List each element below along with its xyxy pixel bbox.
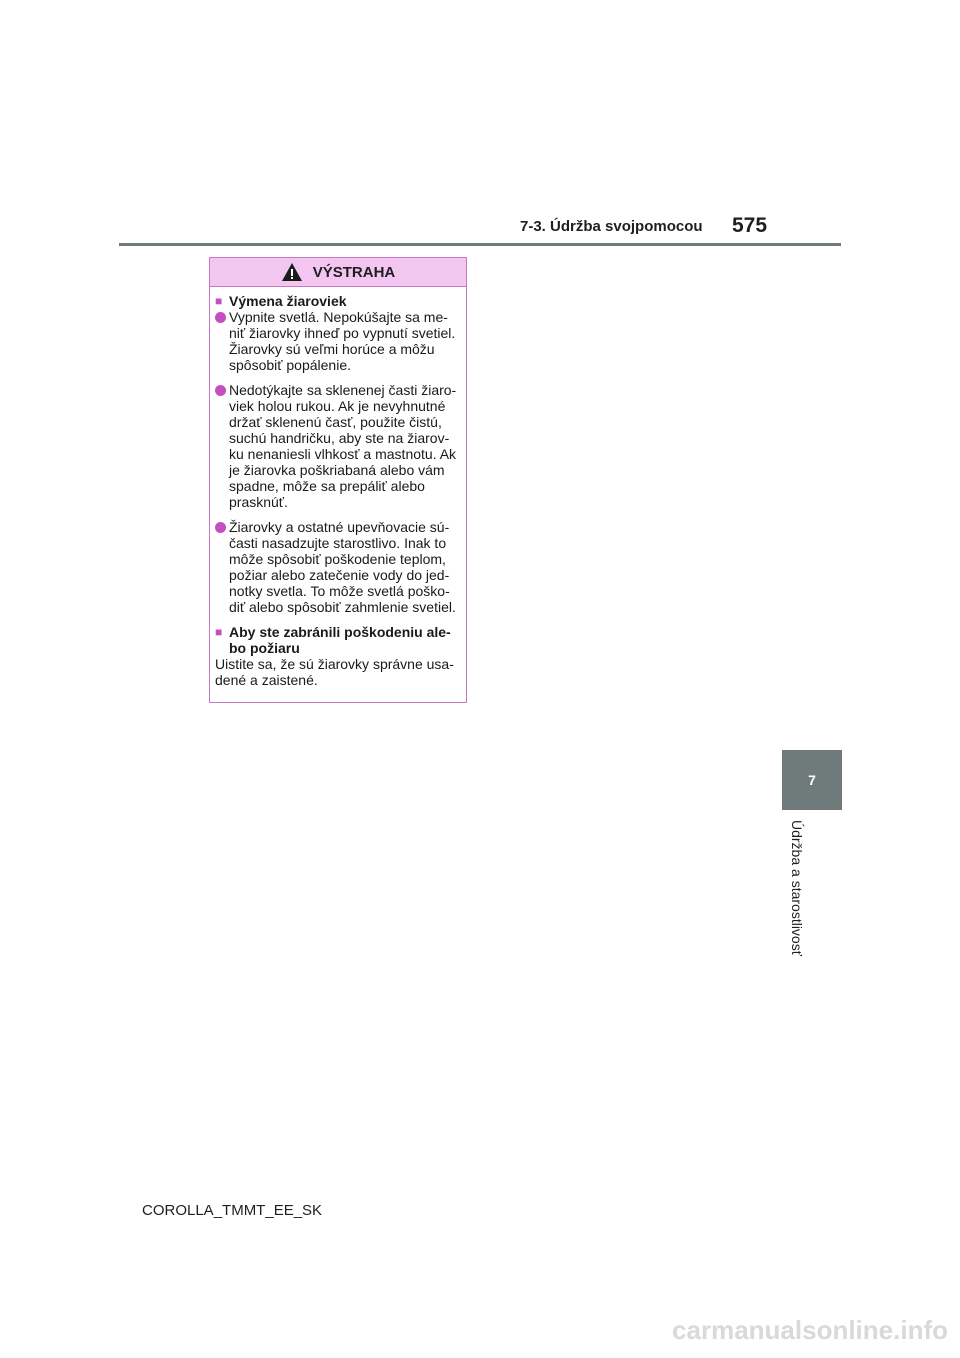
list-item-text: Žiarovky a ostatné upevňovacie sú-časti nasadzujte starostlivo. Inak to môže spôsobiť poškodenie teplom, požiar alebo zatečenie vody do jed-notky svetla. To môže svetlá poško-diť alebo spôsobiť zahmlenie svetiel. [229,519,456,615]
warning-box [209,257,467,703]
list-item [215,309,462,373]
square-bullet-icon: ■ [215,625,223,639]
chapter-number: 7 [808,772,816,788]
section-heading-text: Aby ste zabránili poškodeniu ale-bo požiaru [229,624,451,656]
section-heading [215,624,462,656]
watermark: carmanualsonline.info [672,1315,948,1345]
circle-bullet-icon [215,522,226,533]
list-item [215,519,462,615]
list-item [215,382,462,510]
warning-body [210,287,466,688]
warning-triangle-icon [281,262,303,282]
list-item-text: Nedotýkajte sa sklenenej časti žiaro-viek holou rukou. Ak je nevyhnutné držať sklenenú časť, použite čistú, suchú handričku, aby ste na žiarov-ku nenaniesli vlhkosť a mastnotu. Ak je žiarovka poškriabaná alebo vám spadne, môže sa prepáliť alebo prasknúť. [229,382,457,510]
chapter-title: Údržba a starostlivosť [789,820,805,956]
warning-header [210,258,466,287]
page-number: 575 [732,214,768,237]
chapter-tab [782,750,842,810]
warning-title: VÝSTRAHA [312,263,396,281]
paragraph: Uistite sa, že sú žiarovky správne usa-dené a zaistené. [215,656,454,688]
header-divider [119,243,841,246]
square-bullet-icon: ■ [215,294,223,308]
section-heading-text: Výmena žiaroviek [229,293,347,309]
circle-bullet-icon [215,312,226,323]
section-title: 7-3. Údržba svojpomocou [520,218,703,235]
circle-bullet-icon [215,385,226,396]
footer-code: COROLLA_TMMT_EE_SK [142,1202,323,1219]
section-heading [215,293,462,309]
list-item-text: Vypnite svetlá. Nepokúšajte sa me-niť žiarovky ihneď po vypnutí svetiel. Žiarovky sú veľmi horúce a môžu spôsobiť popálenie. [229,309,456,373]
